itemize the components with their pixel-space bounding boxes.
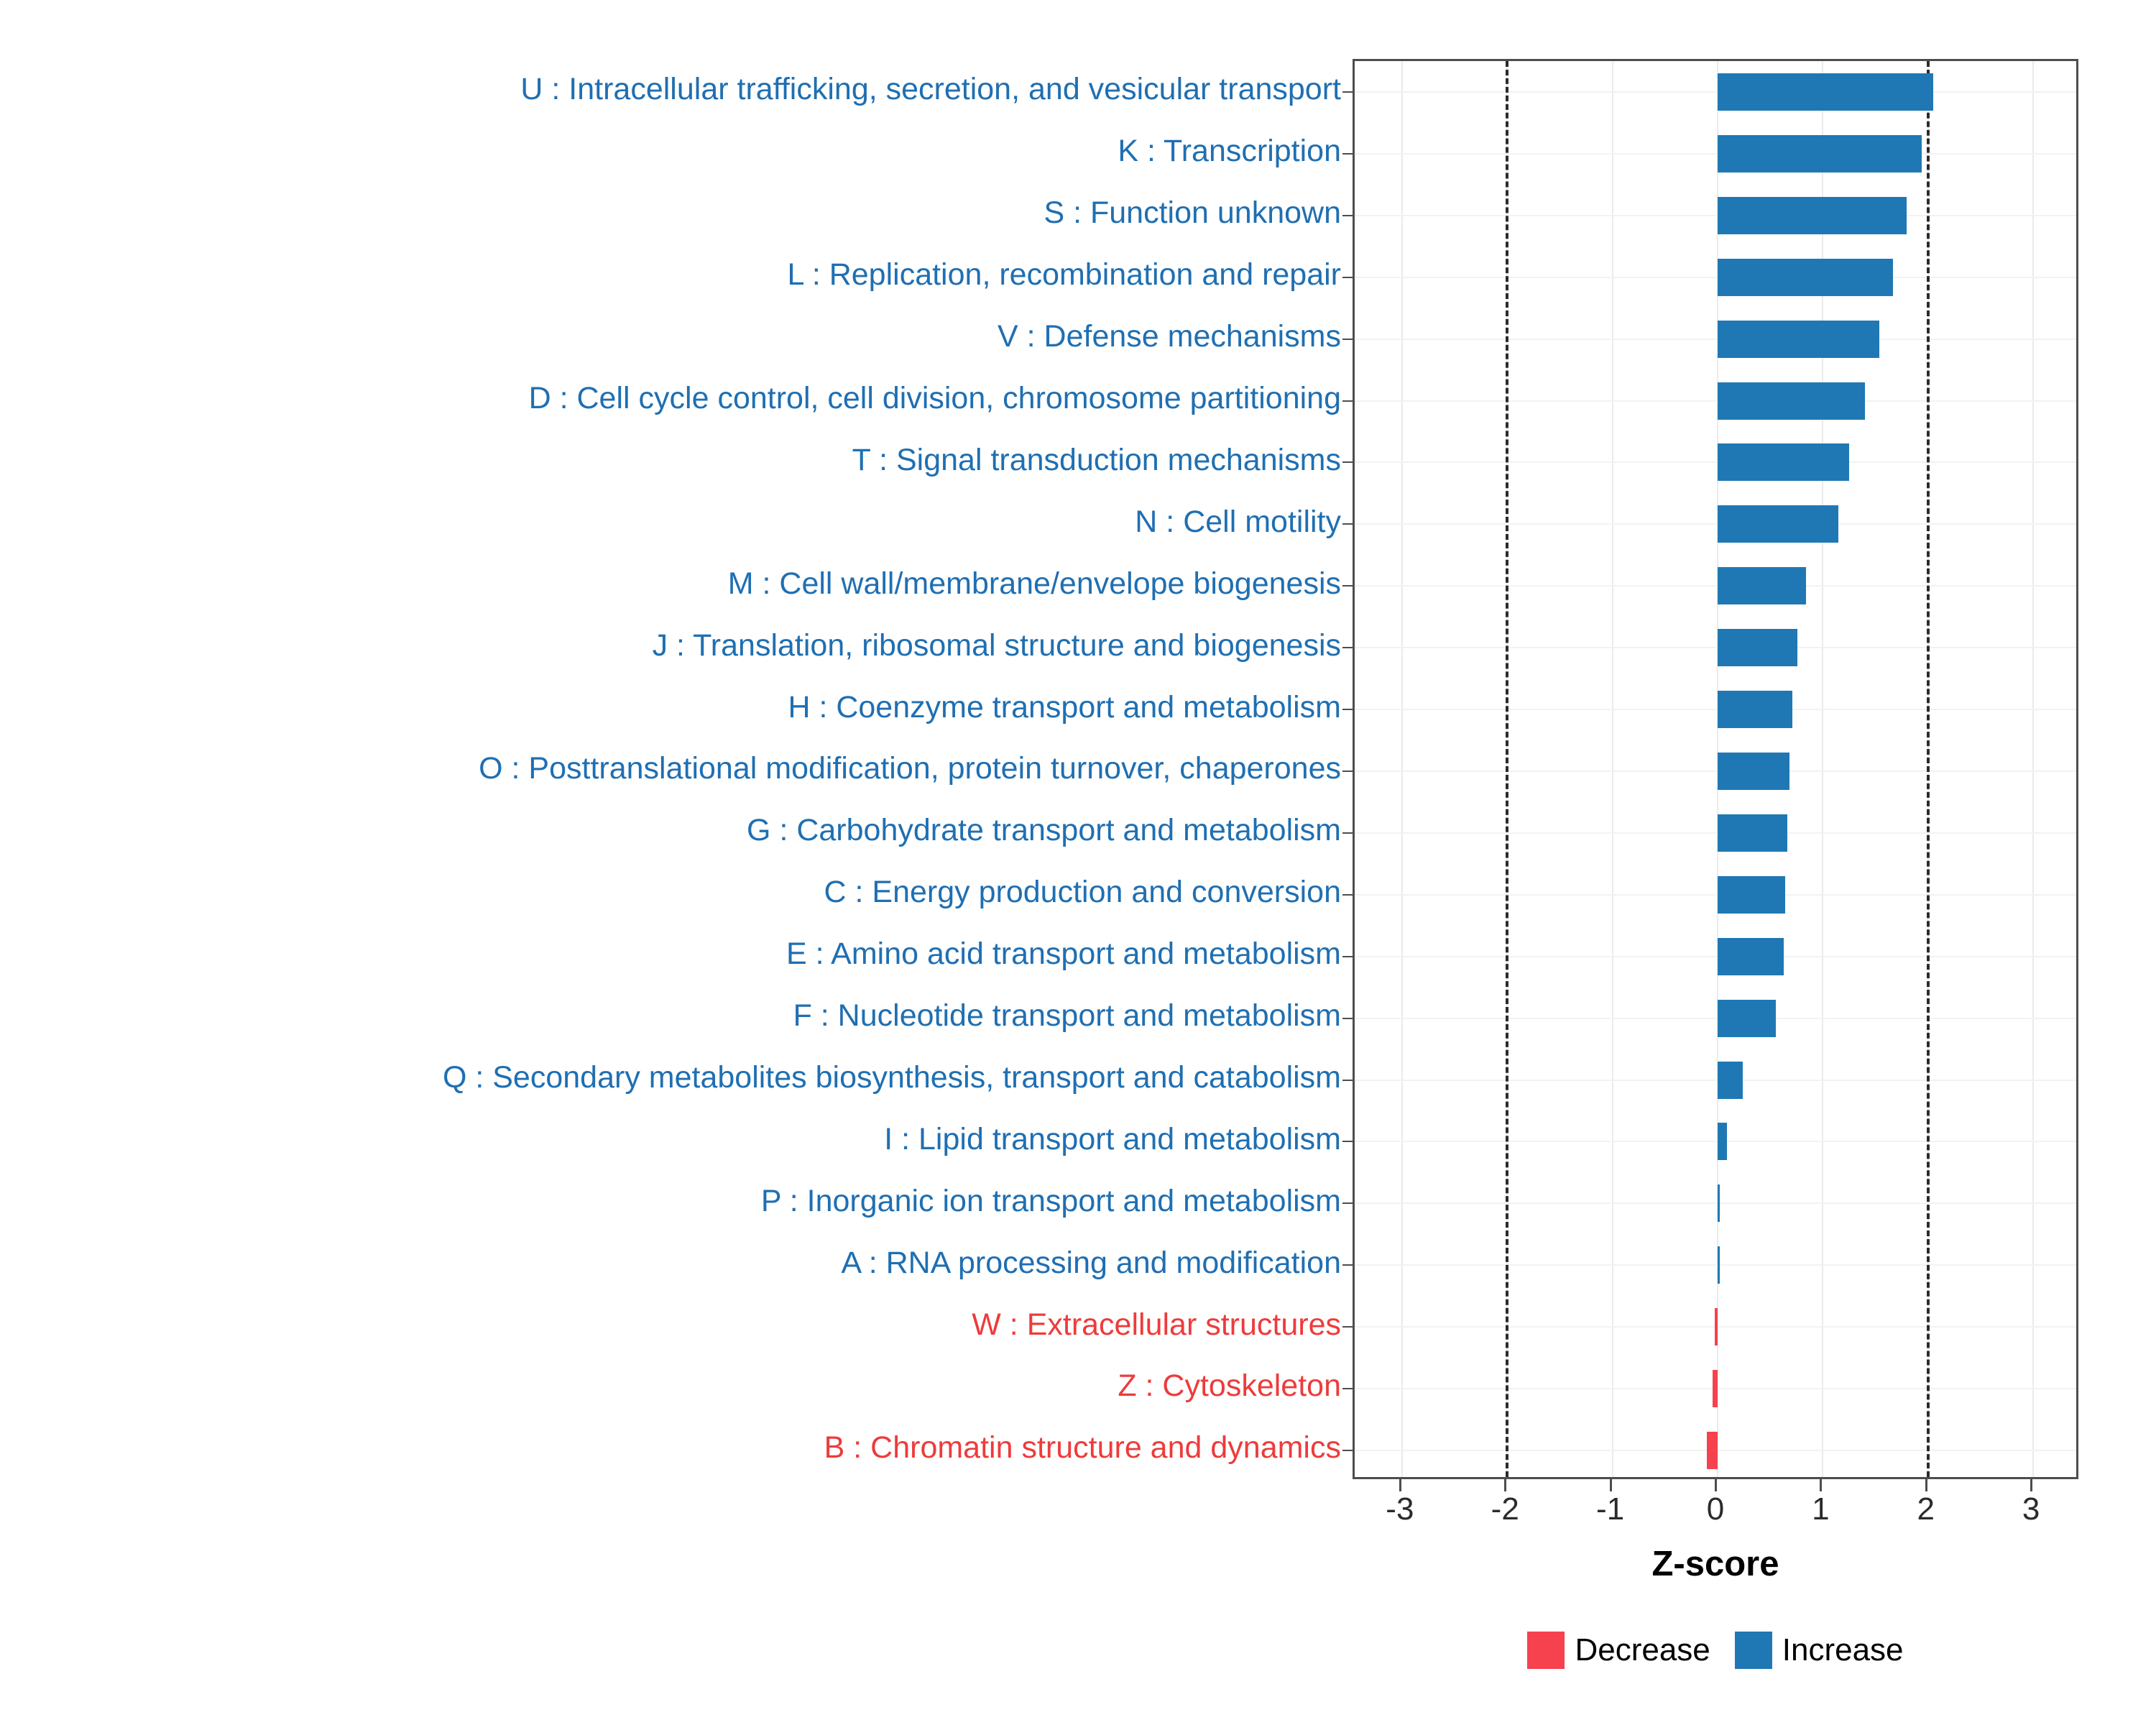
x-tick-mark — [1925, 1479, 1927, 1491]
gridline-horizontal — [1355, 770, 2076, 772]
category-label-row — [0, 368, 1351, 430]
bar — [1718, 629, 1797, 666]
bar — [1718, 382, 1865, 420]
category-tick — [1342, 585, 1355, 586]
bar — [1715, 1308, 1718, 1346]
category-label: G : Carbohydrate transport and metabolism — [747, 813, 1341, 848]
category-tick — [1342, 1018, 1355, 1019]
category-label-row — [0, 244, 1351, 306]
category-tick — [1342, 1326, 1355, 1328]
category-label-row — [0, 862, 1351, 924]
category-tick — [1342, 1450, 1355, 1451]
gridline-horizontal — [1355, 1264, 2076, 1266]
category-label: V : Defense mechanisms — [998, 319, 1341, 354]
category-tick — [1342, 832, 1355, 834]
category-axis-labels — [0, 59, 1351, 1479]
x-tick-mark — [1715, 1479, 1717, 1491]
gridline-horizontal — [1355, 647, 2076, 648]
category-label: P : Inorganic ion transport and metabolism — [760, 1183, 1341, 1218]
category-label: Q : Secondary metabolites biosynthesis, transport and catabolism — [442, 1059, 1341, 1095]
x-tick-label: -3 — [1386, 1491, 1414, 1527]
category-label-row — [0, 924, 1351, 985]
category-tick — [1342, 461, 1355, 463]
x-axis-title: Z-score — [1651, 1545, 1779, 1583]
x-tick-mark — [1820, 1479, 1822, 1491]
category-tick — [1342, 709, 1355, 710]
gridline-horizontal — [1355, 215, 2076, 216]
gridline-horizontal — [1355, 832, 2076, 834]
bar — [1718, 73, 1933, 111]
category-label-row — [0, 306, 1351, 368]
category-label: L : Replication, recombination and repair — [787, 257, 1341, 293]
x-tick-label: -2 — [1491, 1491, 1519, 1527]
x-tick-mark — [2030, 1479, 2032, 1491]
category-tick — [1342, 153, 1355, 155]
category-label-row — [0, 1294, 1351, 1356]
x-axis-tick-labels — [1353, 1491, 2078, 1530]
bar — [1718, 1123, 1727, 1160]
category-label-row — [0, 553, 1351, 615]
gridline-horizontal — [1355, 956, 2076, 957]
plot-panel — [1353, 59, 2078, 1479]
category-label: N : Cell motility — [1135, 504, 1341, 539]
category-tick — [1342, 894, 1355, 896]
gridline-horizontal — [1355, 400, 2076, 402]
gridline-horizontal — [1355, 1141, 2076, 1142]
bar — [1718, 505, 1838, 543]
category-label-row — [0, 1356, 1351, 1417]
gridline-horizontal — [1355, 585, 2076, 586]
category-label-row — [0, 59, 1351, 121]
category-label-row — [0, 1108, 1351, 1170]
category-label: O : Posttranslational modification, protein turnover, chaperones — [479, 751, 1341, 786]
bar — [1718, 938, 1784, 975]
x-tick-mark — [1504, 1479, 1506, 1491]
category-tick — [1342, 1388, 1355, 1389]
category-label: T : Signal transduction mechanisms — [852, 442, 1341, 477]
category-label: S : Function unknown — [1044, 196, 1341, 231]
bar — [1718, 691, 1792, 728]
category-tick — [1342, 523, 1355, 525]
gridline-horizontal — [1355, 339, 2076, 340]
category-label-row — [0, 121, 1351, 183]
category-label: C : Energy production and conversion — [824, 875, 1341, 910]
bar — [1718, 814, 1787, 852]
x-tick-label: -1 — [1596, 1491, 1625, 1527]
x-tick-label: 2 — [1917, 1491, 1935, 1527]
category-label: D : Cell cycle control, cell division, chromosome partitioning — [528, 380, 1341, 415]
legend-swatch-icon — [1735, 1632, 1772, 1669]
category-tick — [1342, 215, 1355, 216]
category-label: J : Translation, ribosomal structure and biogenesis — [652, 627, 1341, 663]
x-tick-label: 1 — [1812, 1491, 1830, 1527]
category-label: W : Extracellular structures — [972, 1307, 1341, 1342]
category-tick — [1342, 91, 1355, 93]
bar — [1718, 443, 1849, 481]
bar — [1718, 197, 1907, 234]
category-label-row — [0, 429, 1351, 491]
category-label-row — [0, 676, 1351, 738]
category-tick — [1342, 770, 1355, 772]
category-label: H : Coenzyme transport and metabolism — [788, 689, 1341, 724]
threshold-line — [1506, 61, 1508, 1477]
category-tick — [1342, 956, 1355, 957]
threshold-line — [1927, 61, 1930, 1477]
bar — [1713, 1370, 1718, 1407]
category-tick — [1342, 400, 1355, 402]
bar — [1707, 1432, 1718, 1469]
x-tick-label: 0 — [1706, 1491, 1725, 1527]
bar — [1718, 1246, 1720, 1284]
category-tick — [1342, 1080, 1355, 1081]
category-label-row — [0, 738, 1351, 800]
gridline-horizontal — [1355, 709, 2076, 710]
gridline-horizontal — [1355, 461, 2076, 463]
category-tick — [1342, 277, 1355, 278]
category-label: K : Transcription — [1118, 134, 1341, 169]
bar — [1718, 1000, 1776, 1037]
category-label-row — [0, 1170, 1351, 1232]
bar — [1718, 135, 1922, 172]
category-label: E : Amino acid transport and metabolism — [786, 937, 1341, 972]
bar — [1718, 876, 1785, 914]
legend-label: Decrease — [1575, 1632, 1710, 1668]
category-label-row — [0, 1047, 1351, 1109]
bar — [1718, 321, 1879, 358]
legend-swatch-icon — [1527, 1632, 1565, 1669]
legend-item[interactable] — [1527, 1632, 1710, 1669]
category-tick — [1342, 1141, 1355, 1142]
bar — [1718, 1062, 1743, 1099]
category-label: M : Cell wall/membrane/envelope biogenesis — [727, 566, 1341, 601]
category-label: U : Intracellular trafficking, secretion, and vesicular transport — [520, 72, 1341, 107]
gridline-horizontal — [1355, 1080, 2076, 1081]
category-label: I : Lipid transport and metabolism — [884, 1121, 1341, 1156]
category-label-row — [0, 1417, 1351, 1479]
category-label: A : RNA processing and modification — [841, 1245, 1341, 1280]
bar — [1718, 567, 1806, 604]
gridline-horizontal — [1355, 523, 2076, 525]
gridline-horizontal — [1355, 91, 2076, 93]
legend-label: Increase — [1782, 1632, 1904, 1668]
category-label-row — [0, 183, 1351, 244]
gridline-horizontal — [1355, 1018, 2076, 1019]
legend — [1353, 1632, 2078, 1669]
gridline-horizontal — [1355, 894, 2076, 896]
category-tick — [1342, 339, 1355, 340]
bar — [1718, 1184, 1720, 1222]
category-label: Z : Cytoskeleton — [1118, 1368, 1341, 1404]
category-label: F : Nucleotide transport and metabolism — [793, 998, 1341, 1034]
category-label-row — [0, 800, 1351, 862]
category-tick — [1342, 1264, 1355, 1266]
bar — [1718, 259, 1893, 296]
gridline-horizontal — [1355, 1202, 2076, 1204]
x-tick-mark — [1399, 1479, 1401, 1491]
category-tick — [1342, 1202, 1355, 1204]
x-axis-ticks — [1353, 1479, 2078, 1492]
x-tick-mark — [1610, 1479, 1612, 1491]
category-label: B : Chromatin structure and dynamics — [824, 1430, 1341, 1466]
category-label-row — [0, 1232, 1351, 1294]
category-tick — [1342, 647, 1355, 648]
category-label-row — [0, 615, 1351, 676]
category-label-row — [0, 985, 1351, 1047]
bar — [1718, 753, 1789, 790]
x-tick-label: 3 — [2022, 1491, 2040, 1527]
category-label-row — [0, 491, 1351, 553]
gridline-horizontal — [1355, 277, 2076, 278]
legend-item[interactable] — [1735, 1632, 1904, 1669]
gridline-horizontal — [1355, 153, 2076, 155]
